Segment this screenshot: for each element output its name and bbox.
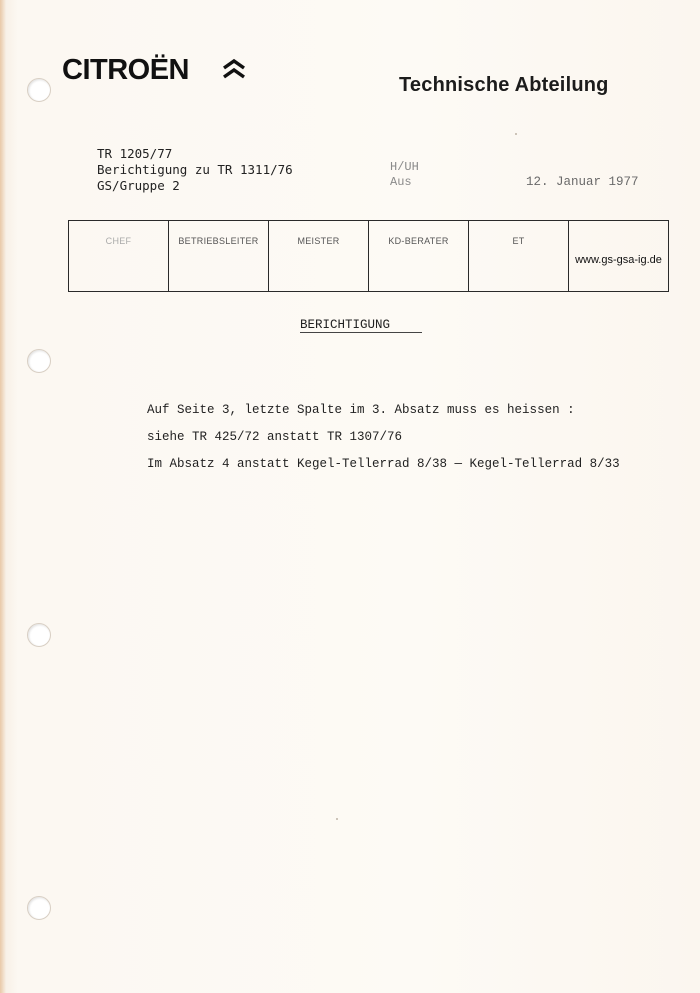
distribution-cell-chef: CHEF — [69, 221, 169, 291]
tr-number: TR 1205/77 — [97, 146, 173, 161]
correction-line: Im Absatz 4 anstatt Kegel-Tellerrad 8/38 — Kegel-Tellerrad 8/33 — [147, 457, 620, 471]
section-heading: BERICHTIGUNG — [300, 318, 391, 332]
meta-block — [390, 160, 419, 190]
citroen-logo: CITROËN — [62, 54, 189, 86]
distribution-cell-kd-berater: KD-BERATER — [369, 221, 469, 291]
document-date: 12. Januar 1977 — [526, 175, 639, 189]
paper-edge-shadow — [0, 0, 6, 993]
paper-speck — [515, 133, 517, 135]
punch-hole — [27, 623, 51, 647]
reference-block — [97, 146, 293, 194]
status-text: Aus — [390, 175, 412, 189]
website-watermark: www.gs-gsa-ig.de — [575, 254, 662, 266]
department-title: Technische Abteilung — [399, 74, 609, 96]
distribution-table — [68, 220, 669, 292]
group-reference: GS/Gruppe 2 — [97, 178, 180, 193]
punch-hole — [27, 896, 51, 920]
heading-underline — [300, 332, 422, 333]
distribution-cell-betriebsleiter: BETRIEBSLEITER — [169, 221, 269, 291]
distribution-cell-meister: MEISTER — [269, 221, 369, 291]
correction-text — [147, 401, 620, 482]
correction-reference: Berichtigung zu TR 1311/76 — [97, 162, 293, 177]
punch-hole — [27, 349, 51, 373]
initials: H/UH — [390, 160, 419, 174]
correction-line: Auf Seite 3, letzte Spalte im 3. Absatz muss es heissen : — [147, 403, 575, 417]
paper-speck — [336, 818, 338, 820]
distribution-cell-et: ET — [469, 221, 569, 291]
punch-hole — [27, 78, 51, 102]
double-chevron-icon — [222, 58, 246, 80]
correction-line: siehe TR 425/72 anstatt TR 1307/76 — [147, 430, 403, 444]
distribution-cell-blank — [569, 221, 668, 291]
